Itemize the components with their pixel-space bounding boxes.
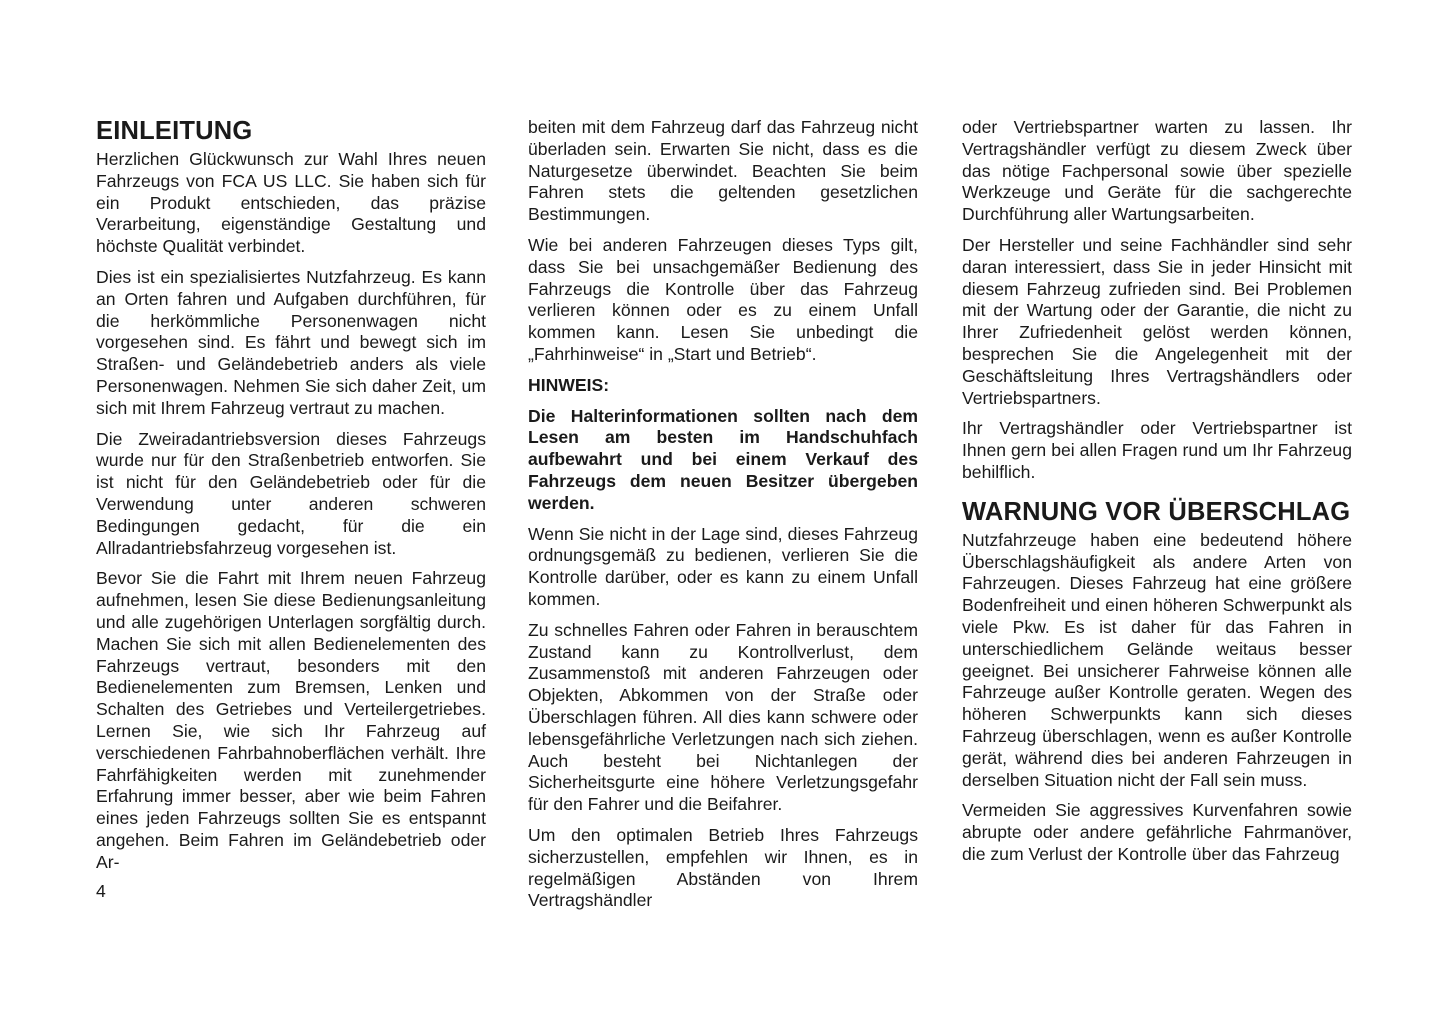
page-number: 4 [96, 881, 106, 901]
paragraph: Herzlichen Glückwunsch zur Wahl Ihres neuen Fahrzeugs von FCA US LLC. Sie haben sich für ein Produkt entschieden, das präzise Verarbeitung, eigenständige Gestaltung und höchste Qualität verbindet. [96, 149, 486, 257]
paragraph: Um den optimalen Betrieb Ihres Fahrzeugs sicherzustellen, empfehlen wir Ihnen, es in regelmäßigen Abständen von Ihrem Vertragshändler [528, 824, 918, 911]
text-column-middle [528, 117, 918, 921]
section-heading-einleitung: EINLEITUNG [96, 117, 253, 145]
text-column-right [962, 117, 1352, 875]
paragraph: beiten mit dem Fahrzeug darf das Fahrzeug nicht überladen sein. Erwarten Sie nicht, dass es die Naturgesetze überwindet. Beachten Sie beim Fahren stets die geltenden gesetzlichen Bestimmungen. [528, 117, 918, 225]
paragraph: Dies ist ein spezialisiertes Nutzfahrzeug. Es kann an Orten fahren und Aufgaben durchführen, für die herkömmliche Personenwagen nicht vorgesehen sind. Es fährt und bewegt sich im Straßen- und Geländebetrieb anders als viele Personenwagen. Nehmen Sie sich daher Zeit, um sich mit Ihrem Fahrzeug vertraut zu machen. [96, 266, 486, 418]
paragraph: Der Hersteller und seine Fachhändler sind sehr daran interessiert, dass Sie in jeder Hinsicht mit diesem Fahrzeug zufrieden sind. Bei Problemen mit der Wartung oder der Garantie, die nicht zu Ihrer Zufriedenheit gelöst werden können, besprechen Sie die Angelegenheit mit der Geschäftsleitung Ihres Vertragshändlers oder Vertriebspartners. [962, 234, 1352, 408]
paragraph: Wie bei anderen Fahrzeugen dieses Typs gilt, dass Sie bei unsachgemäßer Bedienung des Fahrzeugs die Kontrolle über das Fahrzeug verlieren können oder es zu einem Unfall kommen kann. Lesen Sie unbedingt die „Fahrhinweise“ in „Start und Betrieb“. [528, 234, 918, 364]
paragraph: oder Vertriebspartner warten zu lassen. Ihr Vertragshändler verfügt zu diesem Zweck über das nötige Fachpersonal sowie über spezielle Werkzeuge und Geräte für die sachgerechte Durchführung aller Wartungsarbeiten. [962, 117, 1352, 225]
paragraph: Ihr Vertragshändler oder Vertriebspartner ist Ihnen gern bei allen Fragen rund um Ihr Fahrzeug behilflich. [962, 418, 1352, 482]
paragraph: Zu schnelles Fahren oder Fahren in berauschtem Zustand kann zu Kontrollverlust, dem Zusammenstoß mit anderen Fahrzeugen oder Objekten, Abkommen von der Straße oder Überschlagen führen. All dies kann schwere oder lebensgefährliche Verletzungen nach sich ziehen. Auch besteht bei Nichtanlegen der Sicherheitsgurte eine höhere Verletzungsgefahr für den Fahrer und die Beifahrer. [528, 619, 918, 815]
paragraph: Die Zweiradantriebsversion dieses Fahrzeugs wurde nur für den Straßenbetrieb entworfen. Sie ist nicht für den Geländebetrieb oder für die Verwendung unter anderen schweren Bedingungen gedacht, für die ein Allradantriebsfahrzeug vorgesehen ist. [96, 428, 486, 558]
note-label: HINWEIS: [528, 374, 610, 395]
paragraph: Wenn Sie nicht in der Lage sind, dieses Fahrzeug ordnungsgemäß zu bedienen, verlieren Sie die Kontrolle darüber, oder es kann zu einem Unfall kommen. [528, 523, 918, 609]
paragraph: Vermeiden Sie aggressives Kurvenfahren sowie abrupte oder andere gefährliche Fahrmanöver, die zum Verlust der Kontrolle über das Fahrzeug [962, 800, 1352, 864]
section-heading-warnung: WARNUNG VOR ÜBERSCHLAG [962, 497, 1351, 526]
note-text: Die Halterinformationen sollten nach dem Lesen am besten im Handschuhfach aufbewahrt und bei einem Verkauf des Fahrzeugs dem neuen Besitzer übergeben werden. [528, 405, 918, 513]
paragraph: Nutzfahrzeuge haben eine bedeutend höhere Überschlagshäufigkeit als andere Arten von Fahrzeugen. Dieses Fahrzeug hat eine größere Bodenfreiheit und einen höheren Schwerpunkt als viele Pkw. Es ist daher für das Fahren in unterschiedlichem Gelände weitaus besser geeignet. Bei unsicherer Fahrweise können alle Fahrzeuge außer Kontrolle geraten. Wegen des höheren Schwerpunkts kann sich dieses Fahrzeug überschlagen, wenn es außer Kontrolle gerät, während dies bei anderen Fahrzeugen in derselben Situation nicht der Fall sein muss. [962, 529, 1352, 790]
text-column-left [96, 115, 486, 883]
paragraph: Bevor Sie die Fahrt mit Ihrem neuen Fahrzeug aufnehmen, lesen Sie diese Bedienungsanleitung und alle zugehörigen Unterlagen sorgfältig durch. Machen Sie sich mit allen Bedienelementen des Fahrzeugs vertraut, besonders mit den Bedienelementen zum Bremsen, Lenken und Schalten des Getriebes und Verteilergetriebes. Lernen Sie, wie sich Ihr Fahrzeug auf verschiedenen Fahrbahnoberflächen verhält. Ihre Fahrfähigkeiten werden mit zunehmender Erfahrung immer besser, aber wie beim Fahren eines jeden Fahrzeugs sollten Sie es entspannt angehen. Beim Fahren im Geländebetrieb oder Ar- [96, 568, 486, 872]
